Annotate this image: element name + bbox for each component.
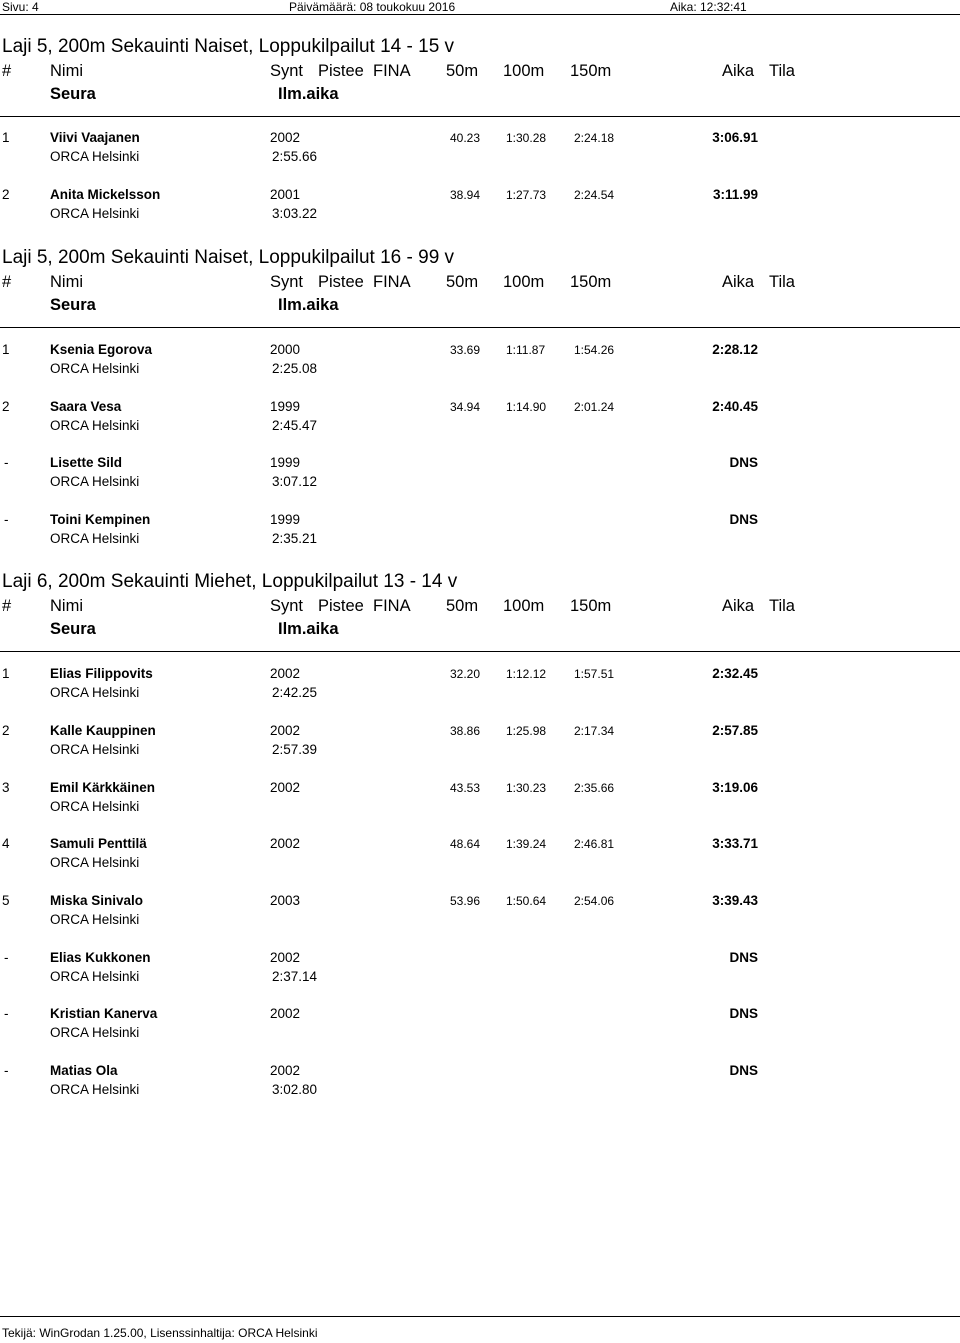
final-time: DNS (729, 950, 758, 965)
swimmer-name: Toini Kempinen (50, 512, 151, 527)
birth-year: 2002 (270, 1006, 301, 1021)
rank: 4 (2, 836, 10, 851)
col-club: Seura (50, 296, 96, 314)
split-150m: 2:24.18 (574, 131, 615, 145)
club: ORCA Helsinki (50, 1082, 140, 1097)
col-entry-time: Ilm.aika (278, 620, 339, 638)
result-row (0, 780, 960, 820)
result-row (0, 723, 960, 763)
club: ORCA Helsinki (50, 742, 140, 757)
col-status: Tila (769, 62, 795, 80)
swimmer-name: Lisette Sild (50, 455, 123, 470)
club: ORCA Helsinki (50, 418, 140, 433)
birth-year: 2002 (270, 950, 301, 965)
result-row (0, 512, 960, 552)
split-50m: 48.64 (450, 837, 481, 851)
split-100m: 1:25.98 (506, 724, 547, 738)
rank: 2 (2, 187, 10, 202)
split-150m: 2:35.66 (574, 781, 615, 795)
club: ORCA Helsinki (50, 206, 140, 221)
split-50m: 38.86 (450, 724, 481, 738)
split-150m: 1:54.26 (574, 343, 615, 357)
col-points: Pistee (318, 273, 364, 291)
final-time: 2:32.45 (712, 666, 758, 681)
birth-year: 2003 (270, 893, 301, 908)
event-title: Laji 5, 200m Sekauinti Naiset, Loppukilpailut 14 - 15 v (2, 36, 455, 57)
club: ORCA Helsinki (50, 1025, 140, 1040)
result-row (0, 1006, 960, 1046)
page-footer (0, 1316, 960, 1343)
col-club: Seura (50, 85, 96, 103)
birth-year: 2000 (270, 342, 301, 357)
club: ORCA Helsinki (50, 855, 140, 870)
birth-year: 2002 (270, 130, 301, 145)
col-num: # (2, 597, 12, 615)
club: ORCA Helsinki (50, 799, 140, 814)
club: ORCA Helsinki (50, 361, 140, 376)
rank: 1 (2, 130, 10, 145)
club: ORCA Helsinki (50, 149, 140, 164)
split-150m: 2:46.81 (574, 837, 615, 851)
split-100m: 1:27.73 (506, 188, 547, 202)
split-50m: 34.94 (450, 400, 481, 414)
final-time: 2:57.85 (712, 723, 758, 738)
split-100m: 1:39.24 (506, 837, 547, 851)
split-50m: 53.96 (450, 894, 481, 908)
entry-time: 3:07.12 (272, 474, 318, 489)
birth-year: 2002 (270, 723, 301, 738)
entry-time: 3:02.80 (272, 1082, 318, 1097)
section-rule (0, 651, 960, 652)
col-year: Synt (270, 273, 304, 291)
final-time: 3:06.91 (712, 130, 758, 145)
col-num: # (2, 62, 12, 80)
swimmer-name: Kalle Kauppinen (50, 723, 156, 738)
rank: 2 (2, 723, 10, 738)
final-time: 2:40.45 (712, 399, 758, 414)
split-50m: 43.53 (450, 781, 481, 795)
rank: 2 (2, 399, 10, 414)
swimmer-name: Ksenia Egorova (50, 342, 153, 357)
col-points: Pistee (318, 597, 364, 615)
entry-time: 2:35.21 (272, 531, 318, 546)
rank: - (4, 1006, 9, 1021)
birth-year: 1999 (270, 455, 301, 470)
col-num: # (2, 273, 12, 291)
section-rule (0, 327, 960, 328)
final-time: 3:39.43 (712, 893, 758, 908)
split-150m: 2:54.06 (574, 894, 615, 908)
swimmer-name: Viivi Vaajanen (50, 130, 140, 145)
col-fina: FINA (373, 597, 411, 615)
col-fina: FINA (373, 273, 411, 291)
result-row (0, 130, 960, 170)
header-rule (0, 14, 960, 15)
col-fina: FINA (373, 62, 411, 80)
col-name: Nimi (50, 273, 83, 291)
col-final: Aika (722, 62, 755, 80)
split-50m: 38.94 (450, 188, 481, 202)
birth-year: 2001 (270, 187, 301, 202)
birth-year: 2002 (270, 836, 301, 851)
col-50m: 50m (446, 597, 479, 615)
final-time: 3:19.06 (712, 780, 758, 795)
swimmer-name: Miska Sinivalo (50, 893, 144, 908)
entry-time: 2:42.25 (272, 685, 318, 700)
print-date: Päivämäärä: 08 toukokuu 2016 (289, 0, 456, 14)
swimmer-name: Samuli Penttilä (50, 836, 147, 851)
col-100m: 100m (503, 273, 545, 291)
final-time: DNS (729, 455, 758, 470)
column-header (0, 597, 960, 643)
footer-rule (0, 1316, 960, 1317)
club: ORCA Helsinki (50, 531, 140, 546)
result-row (0, 893, 960, 933)
swimmer-name: Matias Ola (50, 1063, 118, 1078)
swimmer-name: Saara Vesa (50, 399, 122, 414)
split-100m: 1:12.12 (506, 667, 547, 681)
col-points: Pistee (318, 62, 364, 80)
col-name: Nimi (50, 597, 83, 615)
col-150m: 150m (570, 597, 612, 615)
column-header (0, 62, 960, 108)
final-time: 3:33.71 (712, 836, 758, 851)
split-100m: 1:50.64 (506, 894, 547, 908)
split-150m: 2:17.34 (574, 724, 615, 738)
entry-time: 3:03.22 (272, 206, 318, 221)
page-header (0, 0, 960, 14)
birth-year: 1999 (270, 399, 301, 414)
split-50m: 33.69 (450, 343, 481, 357)
result-row (0, 187, 960, 227)
rank: 5 (2, 893, 10, 908)
col-50m: 50m (446, 273, 479, 291)
split-150m: 2:24.54 (574, 188, 615, 202)
birth-year: 2002 (270, 1063, 301, 1078)
col-50m: 50m (446, 62, 479, 80)
col-name: Nimi (50, 62, 83, 80)
entry-time: 2:55.66 (272, 149, 318, 164)
col-100m: 100m (503, 62, 545, 80)
split-50m: 32.20 (450, 667, 481, 681)
col-entry-time: Ilm.aika (278, 85, 339, 103)
split-150m: 1:57.51 (574, 667, 615, 681)
swimmer-name: Elias Filippovits (50, 666, 153, 681)
col-150m: 150m (570, 62, 612, 80)
event-title: Laji 6, 200m Sekauinti Miehet, Loppukilpailut 13 - 14 v (2, 571, 458, 592)
col-club: Seura (50, 620, 96, 638)
rank: - (4, 512, 9, 527)
club: ORCA Helsinki (50, 474, 140, 489)
result-row (0, 1063, 960, 1103)
col-entry-time: Ilm.aika (278, 296, 339, 314)
birth-year: 2002 (270, 666, 301, 681)
entry-time: 2:57.39 (272, 742, 318, 757)
result-row (0, 666, 960, 706)
birth-year: 1999 (270, 512, 301, 527)
result-row (0, 455, 960, 495)
rank: - (4, 950, 9, 965)
final-time: DNS (729, 1063, 758, 1078)
entry-time: 2:37.14 (272, 969, 318, 984)
rank: - (4, 1063, 9, 1078)
birth-year: 2002 (270, 780, 301, 795)
entry-time: 2:45.47 (272, 418, 318, 433)
col-final: Aika (722, 273, 755, 291)
club: ORCA Helsinki (50, 969, 140, 984)
footer-text: Tekijä: WinGrodan 1.25.00, Lisenssinhaltija: ORCA Helsinki (2, 1326, 318, 1340)
final-time: DNS (729, 512, 758, 527)
col-status: Tila (769, 273, 795, 291)
rank: 3 (2, 780, 10, 795)
swimmer-name: Elias Kukkonen (50, 950, 151, 965)
result-row (0, 399, 960, 439)
split-100m: 1:30.28 (506, 131, 547, 145)
page-number: Sivu: 4 (2, 0, 39, 14)
swimmer-name: Anita Mickelsson (50, 187, 161, 202)
rank: - (4, 455, 9, 470)
club: ORCA Helsinki (50, 685, 140, 700)
rank: 1 (2, 342, 10, 357)
section-rule (0, 116, 960, 117)
print-time: Aika: 12:32:41 (670, 0, 747, 14)
final-time: 2:28.12 (712, 342, 758, 357)
split-100m: 1:14.90 (506, 400, 547, 414)
col-final: Aika (722, 597, 755, 615)
split-100m: 1:11.87 (506, 343, 546, 357)
col-year: Synt (270, 62, 304, 80)
final-time: 3:11.99 (712, 187, 758, 202)
event-title: Laji 5, 200m Sekauinti Naiset, Loppukilpailut 16 - 99 v (2, 247, 455, 268)
col-year: Synt (270, 597, 304, 615)
col-status: Tila (769, 597, 795, 615)
split-50m: 40.23 (450, 131, 481, 145)
result-row (0, 836, 960, 876)
rank: 1 (2, 666, 10, 681)
result-row (0, 342, 960, 382)
result-row (0, 950, 960, 990)
col-100m: 100m (503, 597, 545, 615)
entry-time: 2:25.08 (272, 361, 318, 376)
swimmer-name: Emil Kärkkäinen (50, 780, 156, 795)
column-header (0, 273, 960, 319)
club: ORCA Helsinki (50, 912, 140, 927)
swimmer-name: Kristian Kanerva (50, 1006, 158, 1021)
split-100m: 1:30.23 (506, 781, 547, 795)
final-time: DNS (729, 1006, 758, 1021)
split-150m: 2:01.24 (574, 400, 615, 414)
col-150m: 150m (570, 273, 612, 291)
